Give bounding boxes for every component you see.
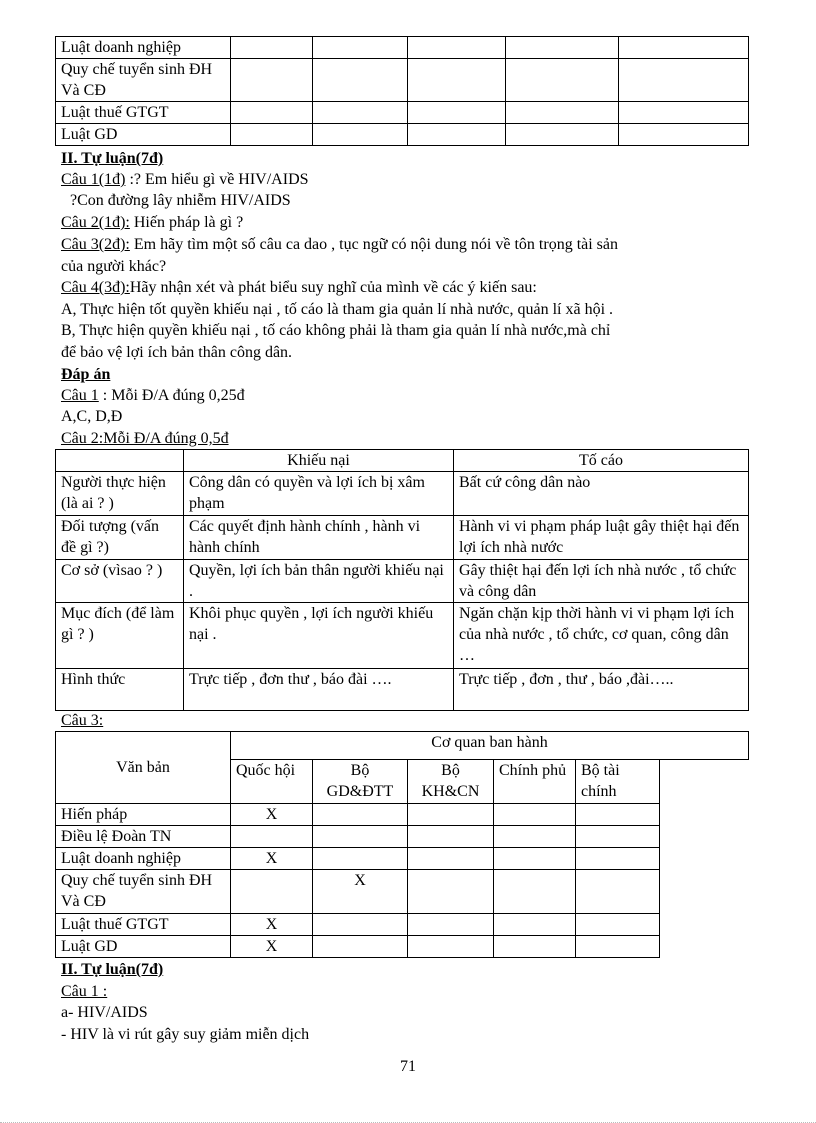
mark-cell: X (231, 914, 313, 936)
header-cell: Khiếu nại (184, 450, 454, 472)
table-row (56, 936, 749, 958)
answer-text: : Mỗi Đ/A đúng 0,25đ (98, 387, 245, 404)
essay-answer-1-label: Câu 1 : (61, 983, 108, 1000)
table-row (56, 848, 749, 870)
header-cell (56, 450, 184, 472)
agency-header: Quốc hội (231, 760, 313, 804)
question-label: Câu 2(1đ): (61, 214, 130, 231)
table-row (56, 560, 749, 603)
mark-cell (231, 826, 313, 848)
mark-cell (408, 826, 494, 848)
row-label: Mục đích (để làm gì ? ) (56, 603, 184, 669)
question-text: Em hãy tìm một số câu ca dao , tục ngữ có nội dung nói về tôn trọng tài sản (129, 236, 619, 253)
mark-cell (313, 936, 408, 958)
agency-header: Bộ GD&ĐTT (313, 760, 408, 804)
mark-cell (494, 870, 576, 914)
agency-header: Bộ KH&CN (408, 760, 494, 804)
answer-2-label: Câu 2:Mỗi Đ/A đúng 0,5đ (61, 430, 229, 447)
table-row (56, 914, 749, 936)
doc-cell: Luật thuế GTGT (56, 102, 231, 124)
table-cell: Công dân có quyền và lợi ích bị xâm phạm (184, 472, 454, 516)
mark-cell: X (231, 804, 313, 826)
agency-header: Bộ tài chính (576, 760, 660, 804)
mark-cell (576, 826, 660, 848)
doc-cell: Luật doanh nghiệp (56, 848, 231, 870)
doc-cell: Hiến pháp (56, 804, 231, 826)
mark-cell (408, 804, 494, 826)
question-text: Hiến pháp là gì ? (129, 214, 244, 231)
answer-label: Câu 1 (61, 387, 99, 404)
table-row (56, 124, 749, 146)
row-label: Người thực hiện (là ai ? ) (56, 472, 184, 516)
top-table (55, 36, 749, 146)
question-4 (61, 277, 537, 298)
table-cell: Khôi phục quyền , lợi ích người khiếu nại . (184, 603, 454, 669)
doc-cell: Luật GD (56, 124, 231, 146)
mark-cell (576, 870, 660, 914)
doc-cell: Quy chế tuyển sinh ĐH Và CĐ (56, 59, 231, 102)
table-cell: Trực tiếp , đơn thư , báo đài …. (184, 669, 454, 711)
mark-cell (408, 914, 494, 936)
row-label: Hình thức (56, 669, 184, 711)
table-row (56, 59, 749, 102)
mark-cell (494, 936, 576, 958)
table-row (56, 870, 749, 914)
mark-cell (494, 826, 576, 848)
question-4-b: B, Thực hiện quyền khiếu nại , tố cáo không phải là tham gia quản lí nhà nước,mà chỉ (61, 322, 611, 339)
question-4-b-cont: để bảo vệ lợi ích bản thân công dân. (61, 344, 293, 361)
essay-answers-heading: II. Tự luận(7đ) (61, 961, 164, 978)
doc-cell: Luật doanh nghiệp (56, 37, 231, 59)
answer-3-label: Câu 3: (61, 712, 104, 729)
table-cell: Hành vi vi phạm pháp luật gây thiệt hại đến lợi ích nhà nước (454, 516, 749, 560)
mark-cell (494, 848, 576, 870)
mark-cell (408, 870, 494, 914)
table-row (56, 102, 749, 124)
table-cell: Gây thiệt hại đến lợi ích nhà nước , tổ chức và công dân (454, 560, 749, 603)
question-1-sub: ?Con đường lây nhiễm HIV/AIDS (70, 192, 291, 209)
essay-answer-1-a: a- HIV/AIDS (61, 1004, 148, 1021)
mark-cell (576, 804, 660, 826)
mark-cell: X (313, 870, 408, 914)
mark-cell (231, 870, 313, 914)
table-header-row (56, 732, 749, 760)
question-3-cont: của người khác? (61, 258, 167, 275)
table-cell: Bất cứ công dân nào (454, 472, 749, 516)
mark-cell (576, 936, 660, 958)
answers-heading: Đáp án (61, 366, 111, 383)
mark-cell (408, 936, 494, 958)
mark-cell: X (231, 848, 313, 870)
doc-cell: Quy chế tuyển sinh ĐH Và CĐ (56, 870, 231, 914)
issuing-agency-table (55, 731, 749, 958)
header-cell: Tố cáo (454, 450, 749, 472)
question-3 (61, 234, 618, 255)
page-number: 71 (400, 1058, 416, 1075)
question-1 (61, 169, 309, 190)
row-label: Đối tượng (vấn đề gì ?) (56, 516, 184, 560)
agency-header: Chính phủ (494, 760, 576, 804)
table-header-row (56, 450, 749, 472)
table-row (56, 472, 749, 516)
mark-cell (313, 914, 408, 936)
doc-column-header: Văn bản (56, 732, 231, 804)
question-text: Hãy nhận xét và phát biểu suy nghĩ của mình về các ý kiến sau: (129, 279, 537, 296)
doc-cell: Luật thuế GTGT (56, 914, 231, 936)
table-cell: Các quyết định hành chính , hành vi hành chính (184, 516, 454, 560)
mark-cell (494, 914, 576, 936)
mark-cell (576, 848, 660, 870)
table-cell: Quyền, lợi ích bản thân người khiếu nại . (184, 560, 454, 603)
mark-cell (313, 804, 408, 826)
table-row (56, 516, 749, 560)
question-2 (61, 212, 243, 233)
doc-cell: Luật GD (56, 936, 231, 958)
table-cell: Trực tiếp , đơn , thư , báo ,đài….. (454, 669, 749, 711)
answer-1 (61, 385, 245, 406)
table-row (56, 826, 749, 848)
answer-1-keys: A,C, D,Đ (61, 408, 123, 425)
question-label: Câu 3(2đ): (61, 236, 130, 253)
table-row (56, 603, 749, 669)
complaint-denunciation-table (55, 449, 749, 711)
question-label: Câu 1(1đ) (61, 171, 126, 188)
table-row (56, 804, 749, 826)
table-cell: Ngăn chặn kịp thời hành vi vi phạm lợi ích của nhà nước , tổ chức, cơ quan, công dân … (454, 603, 749, 669)
mark-cell (313, 826, 408, 848)
mark-cell (313, 848, 408, 870)
doc-cell: Điều lệ Đoàn TN (56, 826, 231, 848)
table-row (56, 37, 749, 59)
essay-heading: II. Tự luận(7đ) (61, 150, 164, 167)
mark-cell: X (231, 936, 313, 958)
table-row (56, 669, 749, 711)
agency-group-header: Cơ quan ban hành (231, 732, 749, 760)
mark-cell (576, 914, 660, 936)
row-label: Cơ sở (vìsao ? ) (56, 560, 184, 603)
question-text: :? Em hiểu gì về HIV/AIDS (125, 171, 309, 188)
question-4-a: A, Thực hiện tốt quyền khiếu nại , tố cáo là tham gia quản lí nhà nước, quản lí xã hội . (61, 301, 614, 318)
question-label: Câu 4(3đ): (61, 279, 130, 296)
mark-cell (408, 848, 494, 870)
mark-cell (494, 804, 576, 826)
essay-answer-1-def: - HIV là vi rút gây suy giảm miễn dịch (61, 1026, 310, 1043)
